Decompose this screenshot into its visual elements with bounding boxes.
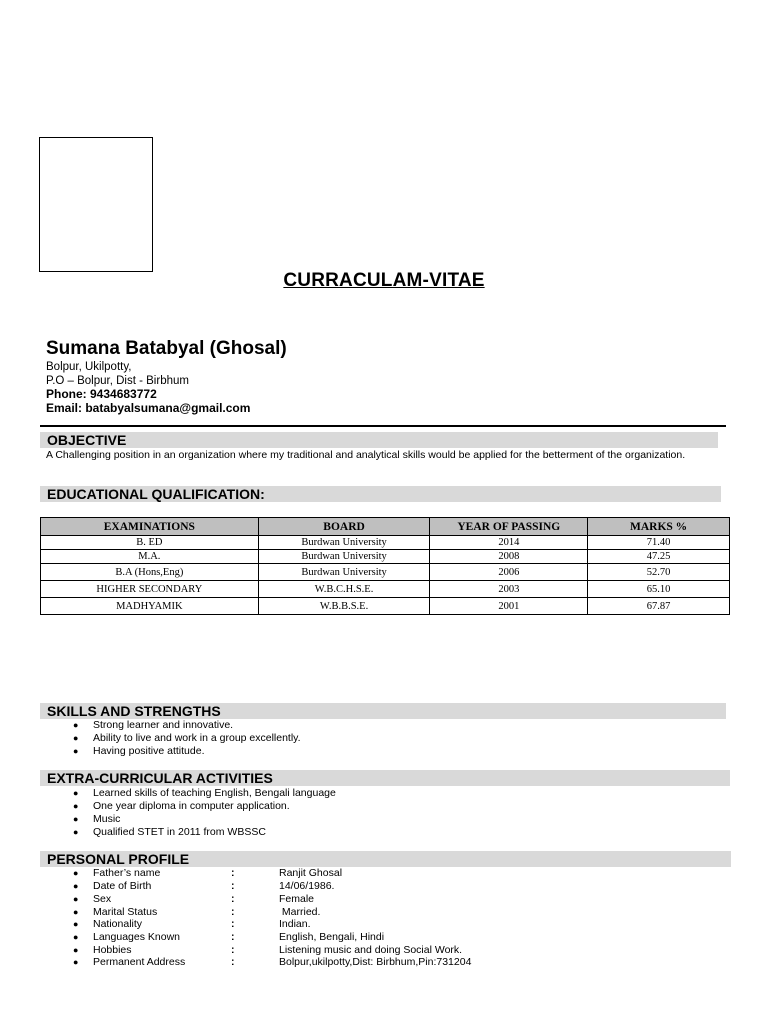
profile-row-nationality: ● Nationality : Indian. [73,918,311,930]
address-line-2: P.O – Bolpur, Dist - Birbhum [46,375,189,387]
list-item: ● Music [73,813,121,825]
table-header-row [41,518,730,536]
list-item: ● Ability to live and work in a group excellently. [73,732,301,744]
table-cell: W.B.C.H.S.E. [258,581,430,598]
objective-heading: OBJECTIVE [40,432,718,448]
table-cell: 71.40 [588,536,730,550]
column-header: EXAMINATIONS [41,518,259,536]
skills-list [40,719,301,758]
table-cell: 65.10 [588,581,730,598]
skills-heading: SKILLS AND STRENGTHS [40,703,726,719]
profile-row-hobbies: ● Hobbies : Listening music and doing Social Work. [73,944,463,956]
profile-row-sex: ● Sex : Female [73,893,315,905]
column-header: BOARD [258,518,430,536]
table-row [41,564,730,581]
activities-list [40,787,336,839]
table-cell: 2001 [430,598,588,615]
profile-row-dob: ● Date of Birth : 14/06/1986. [73,880,335,892]
table-cell: 52.70 [588,564,730,581]
list-item: ● Strong learner and innovative. [73,719,234,731]
candidate-name: Sumana Batabyal (Ghosal) [46,338,287,359]
profile-row-father: ● Father’s name : Ranjit Ghosal [73,867,343,879]
profile-row-languages: ● Languages Known : English, Bengali, Hindi [73,931,385,943]
table-row [41,550,730,564]
table-cell: 2006 [430,564,588,581]
profile-row-address: ● Permanent Address : Bolpur,ukilpotty,Dist: Birbhum,Pin:731204 [73,956,472,968]
objective-text: A Challenging position in an organization where my traditional and analytical skills would be applied for the betterment of the organization. [46,449,686,461]
document-title: CURRACULAM-VITAE [283,270,485,291]
education-table [40,517,730,615]
list-item: ● Having positive attitude. [73,745,205,757]
profile-row-marital: ● Marital Status : Married. [73,906,321,918]
column-header: MARKS % [588,518,730,536]
photo-placeholder [39,137,153,272]
column-header: YEAR OF PASSING [430,518,588,536]
table-row [41,536,730,550]
table-cell: 2008 [430,550,588,564]
phone: Phone: 9434683772 [46,387,157,401]
address-line-1: Bolpur, Ukilpotty, [46,361,132,373]
table-row [41,581,730,598]
table-cell: Burdwan University [258,550,430,564]
table-cell: 2003 [430,581,588,598]
table-cell: B.A (Hons,Eng) [41,564,259,581]
list-item: ● One year diploma in computer application. [73,800,290,812]
table-cell: Burdwan University [258,536,430,550]
activities-heading: EXTRA-CURRICULAR ACTIVITIES [40,770,730,786]
table-row [41,598,730,615]
table-cell: B. ED [41,536,259,550]
list-item: ● Qualified STET in 2011 from WBSSC [73,826,266,838]
education-heading: EDUCATIONAL QUALIFICATION: [40,486,721,502]
list-item: ● Learned skills of teaching English, Bengali language [73,787,336,799]
table-cell: 67.87 [588,598,730,615]
table-cell: W.B.B.S.E. [258,598,430,615]
table-cell: 47.25 [588,550,730,564]
email: Email: batabyalsumana@gmail.com [46,401,251,415]
table-cell: M.A. [41,550,259,564]
table-cell: HIGHER SECONDARY [41,581,259,598]
divider [40,425,726,427]
table-cell: MADHYAMIK [41,598,259,615]
personal-heading: PERSONAL PROFILE [40,851,731,867]
table-cell: Burdwan University [258,564,430,581]
table-cell: 2014 [430,536,588,550]
